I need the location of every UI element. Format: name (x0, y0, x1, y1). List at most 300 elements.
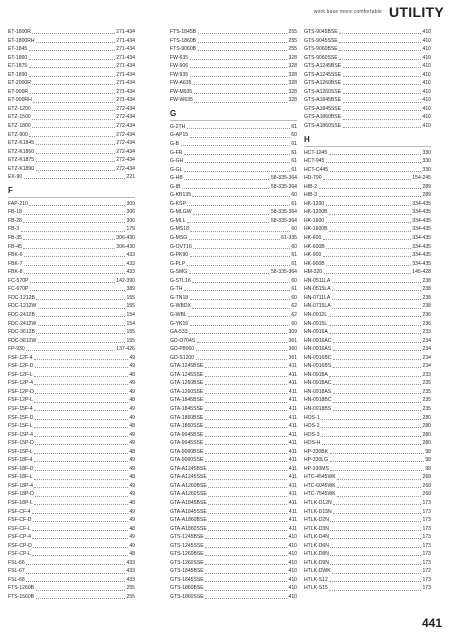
index-entry (304, 225, 431, 234)
dot-leader (23, 222, 125, 223)
product-code: FSF-15P-D (8, 440, 34, 447)
dot-leader (193, 248, 290, 249)
page-reference: 49 (129, 363, 135, 370)
dot-leader (36, 316, 125, 317)
page-reference: 271-434 (116, 46, 135, 53)
dot-leader (194, 93, 287, 94)
index-entry (304, 414, 431, 423)
product-code: GTS-1245SSE (170, 542, 204, 549)
index-entry (170, 508, 297, 517)
page-reference: 48 (129, 423, 135, 430)
dot-leader (205, 555, 287, 556)
dot-leader (339, 59, 421, 60)
product-code: ET-1860 (8, 54, 28, 61)
dot-leader (187, 128, 290, 129)
product-code: HN-0918A (304, 371, 328, 378)
index-entry (8, 328, 135, 337)
index-entry (304, 422, 431, 431)
dot-leader (181, 145, 290, 146)
product-code: GTA-1860BSE (170, 414, 204, 421)
page-reference: 233 (422, 329, 431, 336)
product-code: HN-0912L (304, 311, 328, 318)
product-code: ET-900R (8, 88, 29, 95)
product-code: GTA-A1860BSE (170, 517, 207, 524)
dot-leader (208, 479, 287, 480)
dot-leader (190, 137, 290, 138)
index-entry (8, 71, 135, 80)
index-entry (170, 516, 297, 525)
product-code: EX-90 (8, 174, 23, 181)
dot-leader (323, 239, 411, 240)
product-code: FSF-18F-D (8, 465, 34, 472)
product-code: FSF-18F-4 (8, 457, 33, 464)
product-code: HN-0918BC (304, 397, 332, 404)
product-code: ET-1845 (8, 46, 28, 53)
index-entry (8, 173, 135, 182)
product-code: FAP-210 (8, 200, 28, 207)
index-entry (304, 113, 431, 122)
index-entry (8, 499, 135, 508)
page-reference: 173 (422, 525, 431, 532)
index-entry (170, 431, 297, 440)
index-entry (304, 243, 431, 252)
dot-leader (189, 333, 287, 334)
product-code: HK-1200 (304, 200, 325, 207)
index-entry (170, 243, 297, 252)
index-entry (8, 62, 135, 71)
dot-leader (205, 402, 288, 403)
index-entry (304, 525, 431, 534)
index-entry (304, 576, 431, 585)
product-code: FTS-1560B (8, 594, 35, 600)
page-reference: 235 (422, 397, 431, 404)
page-reference: 410 (288, 576, 297, 583)
product-code: GTA-A1845BSE (170, 499, 207, 506)
index-entry (170, 576, 297, 585)
index-entry (304, 320, 431, 329)
dot-leader (205, 376, 288, 377)
page-reference: 173 (422, 534, 431, 541)
product-code: ETZ-1500 (8, 114, 31, 121)
index-entry (170, 354, 297, 363)
page-reference: 154 (126, 320, 135, 327)
product-code: GTS-1245BSE (170, 534, 204, 541)
index-entry (304, 122, 431, 131)
product-code: G-MLGW (170, 209, 192, 216)
index-entry (170, 234, 297, 243)
index-entry (304, 448, 431, 457)
product-code: FSL-67 (8, 568, 25, 575)
dot-leader (205, 453, 288, 454)
product-code: FSF-CF-L (8, 525, 31, 532)
dot-leader (208, 470, 287, 471)
index-entry (8, 448, 135, 457)
product-code: HTLK-D3N (304, 525, 329, 532)
dot-leader (29, 50, 115, 51)
dot-leader (330, 470, 423, 471)
dot-leader (26, 581, 125, 582)
product-code: FDC-1212W (8, 303, 37, 310)
page-reference: 60 (291, 226, 297, 233)
index-entry (8, 113, 135, 122)
product-code: FDC-2412W (8, 320, 37, 327)
product-code: HN-0916AS (304, 346, 332, 353)
page-reference: 271-434 (116, 63, 135, 70)
dot-leader (332, 299, 421, 300)
product-code: HTLK-D2N (304, 517, 329, 524)
index-entry (304, 234, 431, 243)
dot-leader (322, 444, 421, 445)
product-code: ETZ-K1875 (8, 157, 35, 164)
page-reference: 173 (422, 559, 431, 566)
index-entry (170, 567, 297, 576)
page-reference: 61 (291, 286, 297, 293)
dot-leader (190, 59, 287, 60)
product-code: FW-W635 (170, 97, 193, 104)
index-entry (304, 79, 431, 88)
index-entry (170, 268, 297, 277)
index-entry (170, 174, 297, 183)
dot-leader (23, 248, 114, 249)
dot-leader (33, 521, 128, 522)
dot-leader (330, 547, 421, 548)
dot-leader (35, 367, 128, 368)
page-reference: 98 (425, 465, 431, 472)
product-code: HCT-C445 (304, 166, 329, 173)
dot-leader (329, 333, 421, 334)
page-reference: 289 (422, 192, 431, 199)
page-reference: 410 (422, 105, 431, 112)
page-reference: 238 (422, 277, 431, 284)
product-code: HTLK-D4N (304, 534, 329, 541)
dot-leader (337, 479, 421, 480)
product-code: GTA-1845BSE (170, 397, 204, 404)
page-reference: 306-430 (116, 235, 135, 242)
product-code: FW-M935 (170, 88, 193, 95)
page-reference: 334-435 (412, 243, 431, 250)
index-entry (170, 525, 297, 534)
product-code: HTLK-D9N (304, 559, 329, 566)
page-reference: 61 (291, 141, 297, 148)
page-reference: 61 (291, 200, 297, 207)
product-code: ET-2000R (8, 80, 31, 87)
dot-leader (36, 153, 115, 154)
index-entry (170, 200, 297, 209)
product-code: HK-900 (304, 252, 322, 259)
page-reference: 271-434 (116, 97, 135, 104)
index-entry (170, 45, 297, 54)
dot-leader (339, 33, 421, 34)
dot-leader (193, 214, 269, 215)
page-reference: 410 (288, 534, 297, 541)
product-code: HK-600 (304, 235, 322, 242)
index-entry (8, 362, 135, 371)
product-code: G-HB (170, 175, 183, 182)
index-entry (170, 422, 297, 431)
page-reference: 328 (288, 63, 297, 70)
product-code: FW-A635 (170, 80, 192, 87)
product-code: G-MSG (170, 235, 188, 242)
product-code: FSF-18F-L (8, 474, 33, 481)
page-reference: 62 (291, 303, 297, 310)
dot-leader (343, 76, 421, 77)
dot-leader (32, 555, 127, 556)
index-entry (170, 28, 297, 37)
product-code: FSF-12P-D (8, 388, 34, 395)
product-code: GTS-A1260BSE (304, 80, 342, 87)
index-entry (170, 166, 297, 175)
index-entry (8, 139, 135, 148)
product-code: FSF-12P-L (8, 397, 33, 404)
page-reference: 48 (129, 551, 135, 558)
page-reference: 142-390 (116, 277, 135, 284)
index-entry (304, 559, 431, 568)
product-code: FSF-15F-L (8, 423, 33, 430)
page-number: 441 (421, 616, 442, 630)
index-entry (8, 208, 135, 217)
product-code: ET-1890 (8, 71, 28, 78)
page-reference: 330 (422, 149, 431, 156)
dot-leader (196, 359, 287, 360)
product-code: G-IB (170, 183, 181, 190)
product-code: GTS-9060SSE (304, 54, 338, 61)
page-reference: 154-245 (412, 175, 431, 182)
page-reference: 411 (288, 499, 297, 506)
dot-leader (208, 513, 287, 514)
dot-leader (330, 538, 421, 539)
product-code: GTA-9045SSE (170, 440, 204, 447)
index-entry (170, 328, 297, 337)
dot-leader (205, 393, 288, 394)
product-code: GTA-A1260BSE (170, 482, 207, 489)
dot-leader (32, 110, 115, 111)
page-reference: 49 (129, 517, 135, 524)
index-entry (8, 37, 135, 46)
index-entry (8, 379, 135, 388)
product-code: ET-900RH (8, 97, 32, 104)
index-entry (304, 465, 431, 474)
product-code: GTS-9045BSE (304, 29, 338, 35)
page-reference: 172 (422, 568, 431, 575)
product-code: G-STL16 (170, 277, 191, 284)
index-entry (170, 379, 297, 388)
page-reference: 49 (129, 440, 135, 447)
product-code: HM-320 (304, 269, 323, 276)
dot-leader (35, 393, 128, 394)
page-reference: 271-434 (116, 29, 135, 35)
dot-leader (329, 376, 421, 377)
page-reference: 268 (422, 474, 431, 481)
product-code: GTA-A1260SSE (170, 491, 207, 498)
page-reference: 280 (422, 423, 431, 430)
index-entry (8, 79, 135, 88)
index-entry (304, 337, 431, 346)
page-reference: 255 (126, 585, 135, 592)
product-code: G-WBL (170, 311, 187, 318)
index-entry (304, 456, 431, 465)
index-entry (304, 183, 431, 192)
page-reference: 410 (422, 29, 431, 35)
page-reference: 272-434 (116, 157, 135, 164)
product-code: FTS-1845B (170, 29, 197, 35)
index-entry (8, 490, 135, 499)
index-entry (8, 294, 135, 303)
page-reference: 280 (422, 431, 431, 438)
product-code: GTS-A1260SSE (304, 88, 342, 95)
product-code: HTLK-D15N (304, 508, 332, 515)
dot-leader (24, 178, 125, 179)
page-reference: 411 (288, 397, 297, 404)
page-reference: 49 (129, 388, 135, 395)
dot-leader (198, 42, 287, 43)
page-reference: 235 (422, 388, 431, 395)
page-reference: 411 (288, 440, 297, 447)
dot-leader (332, 282, 421, 283)
product-code: HTLK-D6N (304, 542, 329, 549)
index-entry (304, 174, 431, 183)
dot-leader (321, 419, 421, 420)
dot-leader (24, 273, 125, 274)
dot-leader (332, 573, 421, 574)
dot-leader (205, 598, 287, 599)
index-entry (170, 140, 297, 149)
dot-leader (326, 222, 411, 223)
page-reference: 411 (288, 423, 297, 430)
page-reference: 411 (288, 517, 297, 524)
index-entry (170, 542, 297, 551)
product-code: FBK-8 (8, 269, 23, 276)
product-code: HD-790 (304, 175, 322, 182)
page-reference: 155 (126, 294, 135, 301)
product-code: G-SMG (170, 269, 188, 276)
dot-leader (208, 504, 287, 505)
page-reference: 49 (129, 457, 135, 464)
product-code: FSF-18P-4 (8, 482, 33, 489)
index-entry (304, 371, 431, 380)
dot-leader (32, 530, 128, 531)
index-entry (304, 88, 431, 97)
dot-leader (29, 59, 115, 60)
index-entry (170, 294, 297, 303)
product-code: ET-1875 (8, 63, 28, 70)
dot-leader (24, 256, 125, 257)
dot-leader (326, 162, 421, 163)
product-code: HCT-1245 (304, 149, 328, 156)
dot-leader (205, 436, 288, 437)
dot-leader (329, 231, 411, 232)
index-entry (304, 354, 431, 363)
product-code: ETZ-1800 (8, 123, 31, 130)
page-reference: 268 (422, 482, 431, 489)
dot-leader (26, 573, 125, 574)
dot-leader (34, 461, 128, 462)
index-entry (170, 414, 297, 423)
product-code: HN-0715LA (304, 303, 331, 310)
dot-leader (333, 504, 421, 505)
index-entry (304, 37, 431, 46)
dot-leader (30, 93, 115, 94)
dot-leader (32, 513, 128, 514)
dot-leader (330, 564, 421, 565)
page-reference: 306 (126, 209, 135, 216)
product-code: G-KB135 (170, 192, 191, 199)
index-entry (170, 490, 297, 499)
dot-leader (187, 222, 269, 223)
dot-leader (329, 316, 421, 317)
page-reference: 98 (425, 457, 431, 464)
product-code: FBK-6 (8, 252, 23, 259)
page-reference: 58-335-364 (270, 269, 297, 276)
page-reference: 236 (422, 311, 431, 318)
dot-leader (205, 547, 287, 548)
product-code: G-MS18 (170, 226, 189, 233)
page-reference: 155 (126, 329, 135, 336)
product-code: HN-0515LA (304, 286, 331, 293)
product-code: FW-935 (170, 71, 189, 78)
dot-leader (190, 325, 290, 326)
product-code: G-WBDX (170, 303, 191, 310)
index-entry (304, 105, 431, 114)
dot-leader (29, 67, 115, 68)
index-entry (304, 328, 431, 337)
dot-leader (32, 119, 115, 120)
product-code: G-OVT16 (170, 243, 192, 250)
page-reference: 61 (291, 166, 297, 173)
page-reference: 49 (129, 405, 135, 412)
page-reference: 411 (288, 465, 297, 472)
product-code: HOS-1 (304, 414, 320, 421)
index-entry (304, 431, 431, 440)
index-entry (8, 88, 135, 97)
dot-leader (329, 581, 421, 582)
product-code: HIB-3 (304, 192, 318, 199)
index-entry (8, 337, 135, 346)
dot-leader (188, 316, 290, 317)
page-reference: 411 (288, 525, 297, 532)
dot-leader (343, 119, 421, 120)
index-entry (170, 473, 297, 482)
index-entry (170, 37, 297, 46)
page-reference: 48 (129, 474, 135, 481)
dot-leader (190, 67, 287, 68)
dot-leader (343, 102, 421, 103)
index-entry (170, 448, 297, 457)
page-reference: 98 (425, 448, 431, 455)
index-entry (8, 311, 135, 320)
index-entry (304, 294, 431, 303)
page-reference: 48 (129, 371, 135, 378)
product-code: HK-1600B (304, 226, 328, 233)
index-entry (8, 508, 135, 517)
product-code: FSF-15F-4 (8, 405, 33, 412)
index-entry (170, 482, 297, 491)
page-reference: 58-335-364 (270, 217, 297, 224)
index-column-3 (304, 28, 431, 593)
product-code: HOS-3 (304, 431, 320, 438)
index-entry (8, 593, 135, 602)
dot-leader (333, 410, 421, 411)
section-heading: F (8, 183, 135, 198)
dot-leader (192, 282, 290, 283)
dot-leader (205, 427, 288, 428)
index-entry (8, 96, 135, 105)
page-reference: 179 (126, 226, 135, 233)
dot-leader (319, 188, 421, 189)
index-entry (170, 439, 297, 448)
product-code: GD-S1200 (170, 354, 195, 361)
product-code: G-YK16 (170, 320, 189, 327)
page-reference: 58-335-364 (270, 209, 297, 216)
